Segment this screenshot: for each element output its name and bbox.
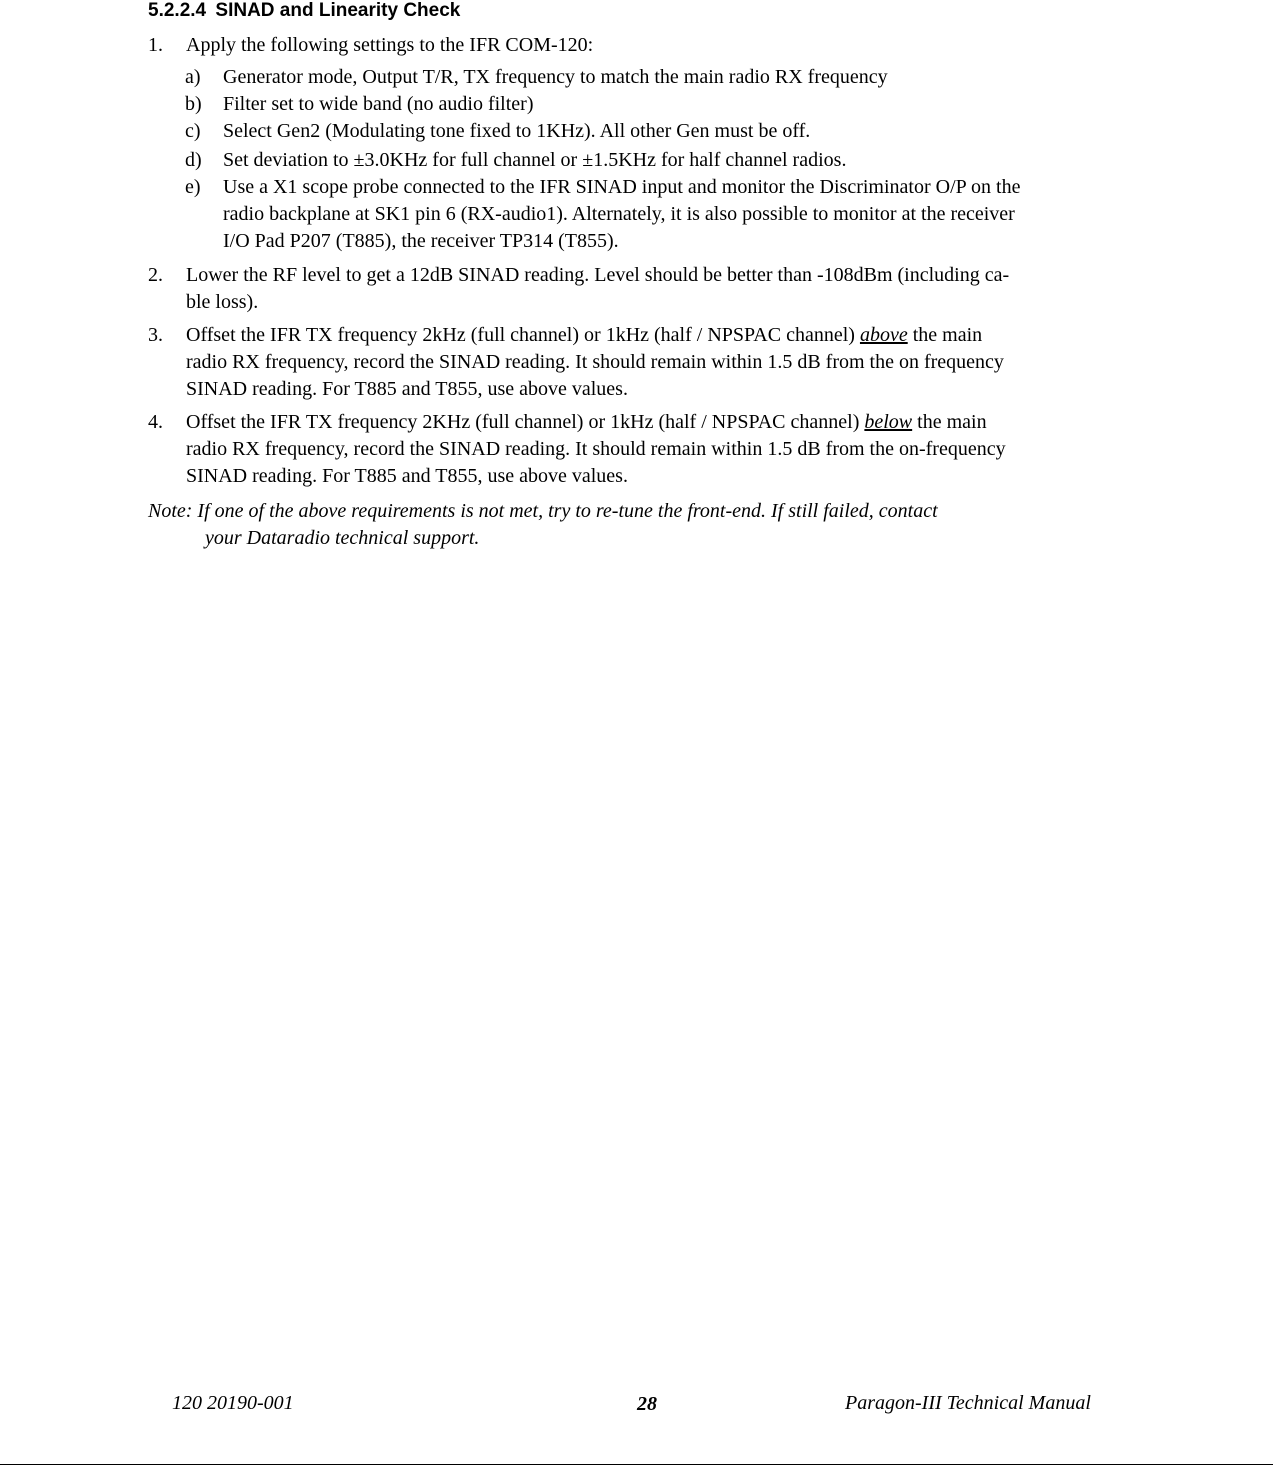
step-4-text bbox=[186, 409, 1148, 490]
step-1-subitem-e bbox=[185, 174, 1155, 255]
step-4-line-1-start: Offset the IFR TX frequency 2KHz (full channel) or 1kHz (half / NPSPAC channel) bbox=[186, 411, 865, 433]
step-2-line-2: ble loss). bbox=[186, 291, 259, 313]
step-4-line-2: radio RX frequency, record the SINAD reading. It should remain within 1.5 dB from the on-frequency bbox=[186, 438, 1006, 460]
step-3-line-1 bbox=[186, 322, 1148, 349]
step-1-subitem-a bbox=[185, 64, 1155, 91]
subitem-e-text bbox=[223, 174, 1155, 255]
step-4-line-3: SINAD reading. For T885 and T855, use above values. bbox=[186, 465, 628, 487]
section-number: 5.2.2.4 bbox=[148, 0, 207, 21]
subitem-d-marker: d) bbox=[185, 149, 202, 171]
step-2-text bbox=[186, 262, 1148, 316]
step-4-line-1-end: the main bbox=[912, 411, 987, 433]
subitem-b-marker: b) bbox=[185, 93, 202, 115]
note-line-2: your Dataradio technical support. bbox=[205, 527, 480, 549]
step-1-subitem-c bbox=[185, 118, 1155, 145]
step-2-line-1: Lower the RF level to get a 12dB SINAD reading. Level should be better than -108dBm (including ca- bbox=[186, 264, 1010, 286]
footer-manual-title: Paragon-III Technical Manual bbox=[845, 1392, 1091, 1414]
subitem-d-text: Set deviation to ±3.0KHz for full channel or ±1.5KHz for half channel radios. bbox=[223, 149, 847, 171]
step-3-line-2: radio RX frequency, record the SINAD reading. It should remain within 1.5 dB from the on frequency bbox=[186, 351, 1004, 373]
subitem-b-text: Filter set to wide band (no audio filter) bbox=[223, 93, 534, 115]
step-3-line-3: SINAD reading. For T885 and T855, use above values. bbox=[186, 378, 628, 400]
subitem-e-marker: e) bbox=[185, 176, 201, 198]
step-3-line-1-end: the main bbox=[907, 324, 983, 346]
step-3-line-1-start: Offset the IFR TX frequency 2kHz (full channel) or 1kHz (half / NPSPAC channel) bbox=[186, 324, 860, 346]
section-heading bbox=[148, 0, 460, 22]
subitem-e-line-3: I/O Pad P207 (T885), the receiver TP314 (T855). bbox=[223, 230, 619, 252]
footer-doc-number: 120 20190-001 bbox=[172, 1392, 294, 1414]
emphasis-below: below bbox=[864, 411, 913, 433]
step-4-line-1 bbox=[186, 409, 1148, 436]
subitem-a-marker: a) bbox=[185, 66, 201, 88]
section-title: SINAD and Linearity Check bbox=[215, 0, 461, 21]
step-1-subitem-d bbox=[185, 147, 1155, 174]
step-3-marker: 3. bbox=[148, 324, 163, 346]
step-1-marker: 1. bbox=[148, 34, 163, 56]
step-3-text bbox=[186, 322, 1148, 403]
step-1 bbox=[148, 32, 1148, 59]
footer-rule bbox=[0, 1464, 1273, 1465]
footer-page-number: 28 bbox=[637, 1393, 657, 1415]
subitem-c-marker: c) bbox=[185, 120, 201, 142]
emphasis-above: above bbox=[859, 324, 908, 346]
subitem-c-text: Select Gen2 (Modulating tone fixed to 1KHz). All other Gen must be off. bbox=[223, 120, 811, 142]
step-4-marker: 4. bbox=[148, 411, 163, 433]
subitem-e-line-2: radio backplane at SK1 pin 6 (RX-audio1). Alternately, it is also possible to monitor at the receiver bbox=[223, 203, 1015, 225]
step-3 bbox=[148, 322, 1148, 403]
subitem-e-line-1: Use a X1 scope probe connected to the IFR SINAD input and monitor the Discriminator O/P on the bbox=[223, 176, 1021, 198]
step-4 bbox=[148, 409, 1148, 490]
note bbox=[148, 498, 1148, 552]
note-line-1: Note: If one of the above requirements is not met, try to re-tune the front-end. If still failed, contact bbox=[148, 500, 938, 522]
step-2-marker: 2. bbox=[148, 264, 163, 286]
step-1-text: Apply the following settings to the IFR COM-120: bbox=[186, 34, 594, 56]
step-2 bbox=[148, 262, 1148, 316]
step-1-subitem-b bbox=[185, 91, 1155, 118]
subitem-a-text: Generator mode, Output T/R, TX frequency to match the main radio RX frequency bbox=[223, 66, 888, 88]
